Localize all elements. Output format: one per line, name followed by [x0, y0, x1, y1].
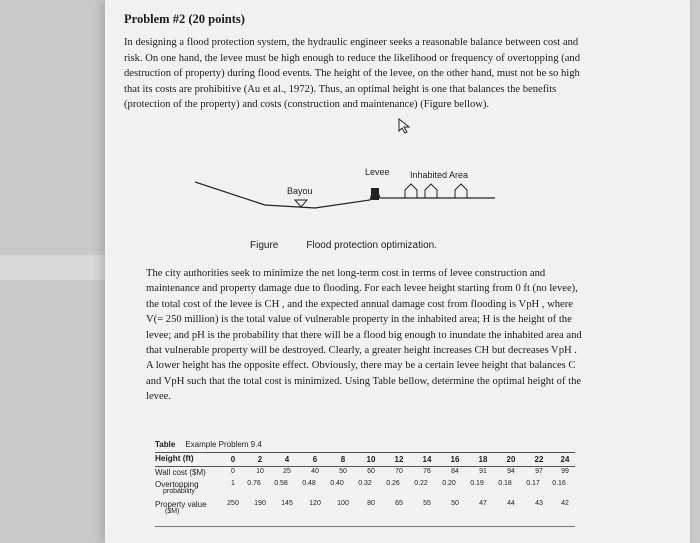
property-value-row [155, 499, 575, 511]
wall-cost-cell: 91 [479, 468, 487, 475]
height-cell: 16 [450, 455, 460, 464]
inhabited-area-label: Inhabited Area [410, 170, 469, 180]
table-caption [155, 440, 575, 449]
wall-cost-cell: 99 [561, 468, 569, 475]
house-icon-3 [455, 184, 467, 198]
overtopping-cell: 0.76 [247, 480, 261, 487]
height-cell: 8 [340, 455, 346, 464]
cost-table [155, 440, 575, 527]
intro-paragraph: In designing a flood protection system, the hydraulic engineer seeks a reasonable balance between cost and risk. On one hand, the levee must be high enough to reduce the likelihood or frequency of overtopping (and destruction of property) during flood events. The height of the levee, on the other hand, must not be so high that its costs are prohibitive (Au et al., 1972). Thus, an optimal height is one that balances the benefits (protection of the property) and costs (construction and maintenance) (Figure bellow). [124, 37, 580, 111]
wall-cost-row [155, 467, 575, 479]
wall-cost-cell: 60 [367, 468, 375, 475]
height-cell: 0 [230, 455, 236, 464]
property-value-label: Property value [155, 500, 207, 509]
property-value-cell: 50 [451, 500, 459, 507]
overtopping-cell: 0.48 [302, 480, 316, 487]
wall-cost-cell: 0 [231, 468, 235, 475]
property-value-cell: 47 [479, 500, 487, 507]
property-value-cell: 100 [337, 500, 349, 507]
wall-cost-cell: 10 [256, 468, 264, 475]
property-value-cell: 55 [423, 500, 431, 507]
figure-caption [250, 240, 437, 251]
wall-cost-label: Wall cost ($M) [155, 468, 206, 477]
height-label: Height (ft) [155, 454, 194, 463]
property-value-cell: 80 [367, 500, 375, 507]
property-value-cell: 44 [507, 500, 515, 507]
ground-profile [195, 182, 495, 208]
levee-label: Levee [365, 167, 390, 177]
levee-wall [371, 188, 379, 200]
height-cell: 4 [284, 455, 290, 464]
height-cell: 20 [506, 455, 516, 464]
height-cell: 14 [422, 455, 432, 464]
property-value-row-cont [155, 508, 575, 520]
overtopping-label: Overtopping [155, 480, 199, 489]
overtopping-cell: 0.19 [470, 480, 484, 487]
flood-figure [195, 160, 505, 220]
table-label: Table [155, 440, 176, 449]
problem-title: Problem #2 (20 points) [124, 12, 245, 26]
property-value-cell: 145 [281, 500, 293, 507]
figure-caption-label: Figure [250, 240, 279, 251]
house-icon-1 [405, 184, 417, 198]
property-value-cell: 42 [561, 500, 569, 507]
property-value-cell: 65 [395, 500, 403, 507]
overtopping-row-cont [155, 488, 575, 499]
height-cell: 18 [478, 455, 488, 464]
property-value-cell: 120 [309, 500, 321, 507]
overtopping-cell: 0.18 [498, 480, 512, 487]
overtopping-cell: 0.26 [386, 480, 400, 487]
wall-cost-cell: 25 [283, 468, 291, 475]
house-icon-2 [425, 184, 437, 198]
height-cell: 12 [394, 455, 404, 464]
overtopping-cell: 0.17 [526, 480, 540, 487]
overtopping-cell: 1 [231, 480, 235, 487]
task-paragraph: The city authorities seek to minimize the net long-term cost in terms of levee construction and maintenance and property damage due to flooding. For each levee height starting from 0 ft (no levee), the total cost of the levee is CH , and the expected annual damage cost from flooding is VpH , where V(= 250 million) is the total value of vulnerable property in the inhabited area; H is the height of the levee; and pH is the probability that there will be a flood big enough to inundate the inhabited area and that vulnerable property will be destroyed. Clearly, a greater height increases CH but decreases VpH . A lower height has the opposite effect. Obviously, there may be a certain levee height that balances C and VpH such that the total cost is minimized. Using Table bellow, determine the optimal height of the levee. [146, 268, 582, 403]
height-cell: 22 [534, 455, 544, 464]
wall-cost-cell: 50 [339, 468, 347, 475]
wall-cost-cell: 84 [451, 468, 459, 475]
overtopping-cell: 0.32 [358, 480, 372, 487]
background-strip [0, 255, 105, 280]
bayou-label: Bayou [287, 186, 313, 196]
mouse-cursor-icon [398, 118, 412, 134]
overtopping-cell: 0.22 [414, 480, 428, 487]
table-caption-text: Example Problem 9.4 [185, 440, 262, 449]
overtopping-row [155, 479, 575, 491]
overtopping-label-2: probability [163, 488, 195, 495]
wall-cost-cell: 97 [535, 468, 543, 475]
wall-cost-cell: 70 [395, 468, 403, 475]
overtopping-cell: 0.58 [274, 480, 288, 487]
height-cell: 2 [257, 455, 263, 464]
wall-cost-cell: 76 [423, 468, 431, 475]
overtopping-cell: 0.20 [442, 480, 456, 487]
height-cell: 6 [312, 455, 318, 464]
figure-caption-text: Flood protection optimization. [306, 240, 437, 251]
wall-cost-cell: 94 [507, 468, 515, 475]
height-cell: 10 [366, 455, 376, 464]
overtopping-cell: 0.16 [552, 480, 566, 487]
wall-cost-cell: 40 [311, 468, 319, 475]
overtopping-cell: 0.40 [330, 480, 344, 487]
property-value-label-2: ($M) [165, 508, 180, 515]
property-value-cell: 250 [227, 500, 239, 507]
table-header-row [155, 453, 575, 467]
water-level-icon [295, 200, 307, 207]
property-value-cell: 190 [254, 500, 266, 507]
property-value-cell: 43 [535, 500, 543, 507]
height-cell: 24 [560, 455, 570, 464]
